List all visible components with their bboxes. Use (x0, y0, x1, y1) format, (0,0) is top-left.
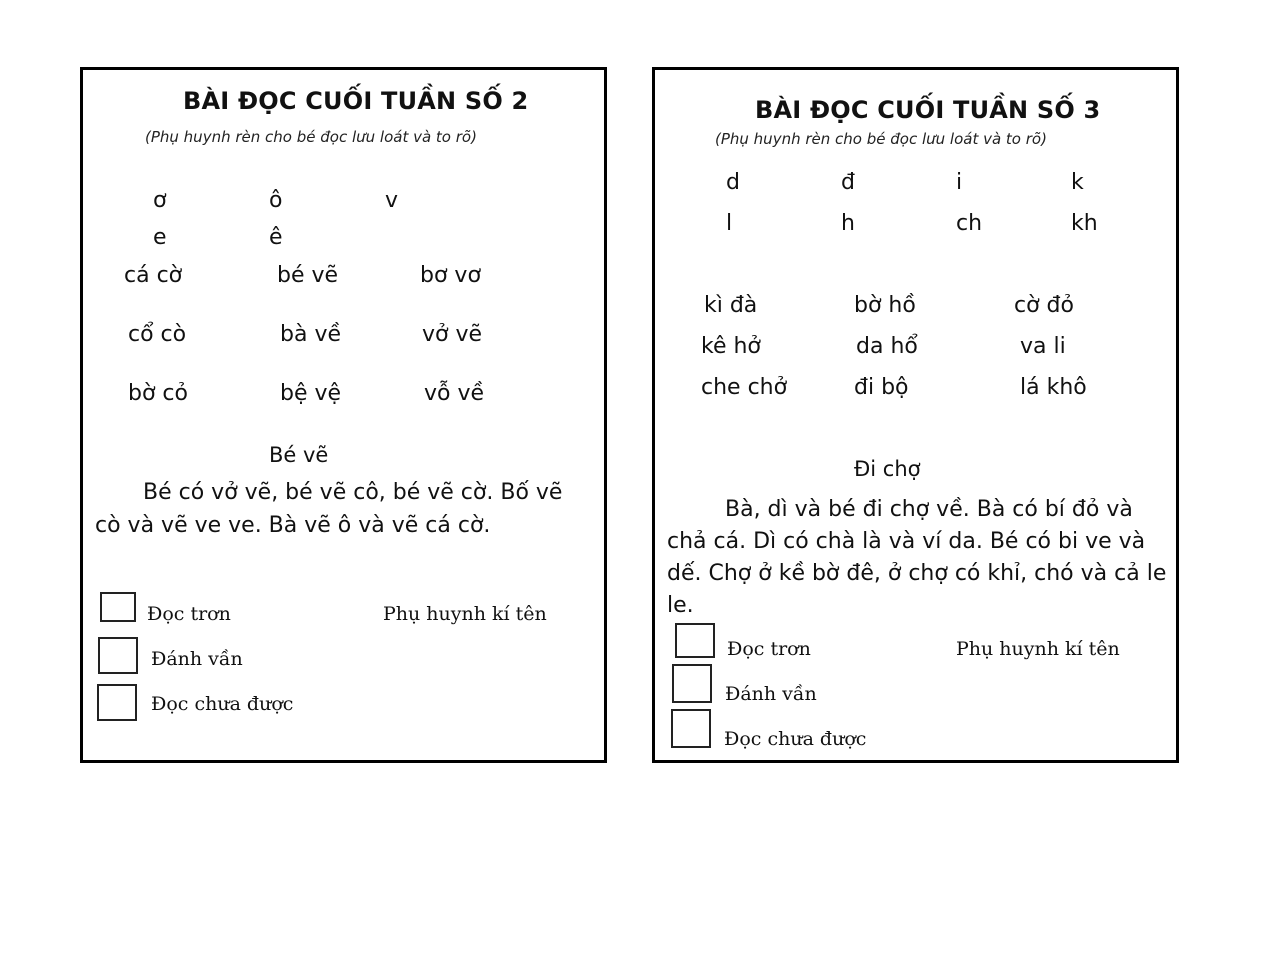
letter: v (385, 188, 399, 213)
letter: i (956, 170, 963, 195)
checkbox-label: Đọc trơn (147, 603, 231, 625)
story-title: Bé vẽ (269, 443, 329, 467)
lesson-subtitle: (Phụ huynh rèn cho bé đọc lưu loát và to rõ) (145, 128, 477, 146)
checkbox-danh-van[interactable] (672, 664, 712, 703)
letter: k (1071, 170, 1084, 195)
word: che chở (701, 375, 788, 400)
word: bờ cỏ (128, 381, 188, 406)
lesson-subtitle: (Phụ huynh rèn cho bé đọc lưu loát và to rõ) (715, 130, 1047, 148)
story-text: Bé có vở vẽ, bé vẽ cô, bé vẽ cờ. Bố vẽ cò và vẽ ve ve. Bà vẽ ô và vẽ cá cờ. (95, 480, 563, 538)
letter: d (726, 170, 740, 195)
word: cổ cò (128, 322, 187, 347)
checkbox-label: Đọc chưa được (151, 693, 294, 715)
checkbox-label: Đánh vần (725, 683, 817, 705)
word: đi bộ (854, 375, 909, 400)
lesson-card-2 (80, 67, 607, 763)
letter: kh (1071, 211, 1098, 236)
checkbox-doc-tron[interactable] (675, 623, 715, 658)
letter: ê (269, 225, 283, 250)
parent-signature-label: Phụ huynh kí tên (383, 603, 547, 625)
word: vở vẽ (422, 322, 483, 347)
story-title: Đi chợ (854, 457, 921, 481)
letter: ch (956, 211, 983, 236)
checkbox-doc-chua-duoc[interactable] (671, 709, 711, 748)
story-text: Bà, dì và bé đi chợ về. Bà có bí đỏ và chả cá. Dì có chà là và ví da. Bé có bi ve và dế. Chợ ở kề bờ đê, ở chợ có khỉ, chó và cả le le. (667, 497, 1167, 618)
word: cá cờ (124, 263, 183, 288)
word: bơ vơ (420, 263, 481, 288)
word: va li (1020, 334, 1066, 359)
lesson-title: BÀI ĐỌC CUỐI TUẦN SỐ 2 (183, 87, 529, 115)
word: kê hở (701, 334, 761, 359)
word: bệ vệ (280, 381, 342, 406)
word: kì đà (704, 293, 758, 318)
lesson-card-3 (652, 67, 1179, 763)
word: bé vẽ (277, 263, 339, 288)
word: bà về (280, 322, 341, 347)
lesson-title: BÀI ĐỌC CUỐI TUẦN SỐ 3 (755, 96, 1101, 124)
word: bờ hồ (854, 293, 916, 318)
letter: đ (841, 170, 855, 195)
checkbox-danh-van[interactable] (98, 637, 138, 674)
letter: l (726, 211, 733, 236)
letter: h (841, 211, 855, 236)
word: da hổ (856, 334, 918, 359)
checkbox-label: Đọc chưa được (724, 728, 867, 750)
letter: e (153, 225, 167, 250)
letter: ô (269, 188, 283, 213)
checkbox-doc-chua-duoc[interactable] (97, 684, 137, 721)
word: cờ đỏ (1014, 293, 1074, 318)
checkbox-doc-tron[interactable] (100, 592, 136, 622)
parent-signature-label: Phụ huynh kí tên (956, 638, 1120, 660)
word: vỗ về (424, 381, 485, 406)
checkbox-label: Đánh vần (151, 648, 243, 670)
checkbox-label: Đọc trơn (727, 638, 811, 660)
letter: ơ (153, 188, 167, 213)
word: lá khô (1020, 375, 1087, 400)
